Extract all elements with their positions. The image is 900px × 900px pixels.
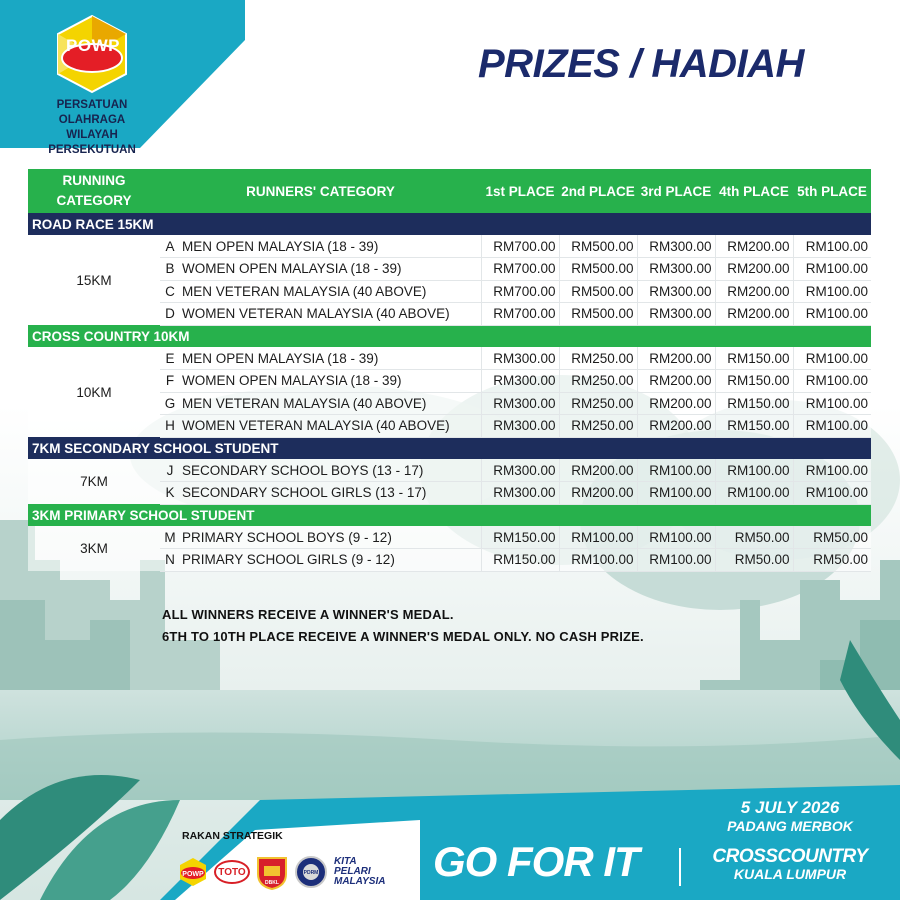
prize-amount-place-3: RM200.00 xyxy=(637,347,715,370)
prize-amount-place-4: RM100.00 xyxy=(715,482,793,505)
section-title: 3KM PRIMARY SCHOOL STUDENT xyxy=(28,504,871,526)
prize-amount-place-4: RM150.00 xyxy=(715,370,793,393)
runners-category-cell: WOMEN VETERAN MALAYSIA (40 ABOVE) xyxy=(180,303,481,326)
prize-amount-place-1: RM150.00 xyxy=(481,549,559,572)
distance-cell: 15KM xyxy=(28,235,160,325)
category-code: F xyxy=(160,370,180,393)
distance-cell: 3KM xyxy=(28,526,160,571)
header-runners-category: RUNNERS' CATEGORY xyxy=(160,169,481,213)
distance-cell: 7KM xyxy=(28,459,160,504)
org-name-line1: PERSATUAN OLAHRAGA xyxy=(56,99,128,126)
category-code: A xyxy=(160,235,180,258)
prize-amount-place-4: RM150.00 xyxy=(715,392,793,415)
powp-small-icon xyxy=(178,857,208,887)
partner-logo-toto xyxy=(214,852,250,892)
header-5th-place: 5th PLACE xyxy=(793,169,871,213)
runners-category-cell: SECONDARY SCHOOL GIRLS (13 - 17) xyxy=(180,482,481,505)
prize-amount-place-5: RM100.00 xyxy=(793,235,871,258)
organization-name xyxy=(22,98,162,158)
prize-amount-place-4: RM200.00 xyxy=(715,258,793,281)
partner-logos xyxy=(178,850,386,894)
event-city: KUALA LUMPUR xyxy=(733,866,847,882)
table-row xyxy=(28,459,871,482)
prize-amount-place-5: RM100.00 xyxy=(793,303,871,326)
section-header-row xyxy=(28,213,871,235)
prize-amount-place-2: RM100.00 xyxy=(559,526,637,549)
prize-amount-place-1: RM700.00 xyxy=(481,280,559,303)
header-running-line1: RUNNING xyxy=(62,173,126,188)
prize-amount-place-4: RM200.00 xyxy=(715,235,793,258)
prize-amount-place-3: RM200.00 xyxy=(637,370,715,393)
prize-amount-place-2: RM500.00 xyxy=(559,280,637,303)
header-3rd-place: 3rd PLACE xyxy=(637,169,715,213)
header-2nd-place: 2nd PLACE xyxy=(559,169,637,213)
runners-category-cell: MEN VETERAN MALAYSIA (40 ABOVE) xyxy=(180,280,481,303)
partner-logo-dbkl xyxy=(256,852,288,892)
prize-amount-place-4: RM150.00 xyxy=(715,415,793,438)
prize-amount-place-2: RM500.00 xyxy=(559,258,637,281)
prize-amount-place-4: RM200.00 xyxy=(715,303,793,326)
prize-amount-place-5: RM50.00 xyxy=(793,549,871,572)
prize-amount-place-1: RM700.00 xyxy=(481,303,559,326)
section-header-row xyxy=(28,325,871,347)
partner-logo-powp-text: POWP xyxy=(182,871,204,878)
prize-amount-place-4: RM50.00 xyxy=(715,549,793,572)
partner-logo-pdrm-text: PDRM xyxy=(303,870,319,876)
prize-amount-place-4: RM150.00 xyxy=(715,347,793,370)
header-running-line2: CATEGORY xyxy=(56,193,132,208)
prize-amount-place-2: RM200.00 xyxy=(559,459,637,482)
prize-amount-place-1: RM300.00 xyxy=(481,392,559,415)
prize-amount-place-5: RM50.00 xyxy=(793,526,871,549)
prize-amount-place-1: RM300.00 xyxy=(481,415,559,438)
table-row xyxy=(28,526,871,549)
prize-amount-place-5: RM100.00 xyxy=(793,415,871,438)
prize-amount-place-5: RM100.00 xyxy=(793,258,871,281)
category-code: G xyxy=(160,392,180,415)
prize-notes xyxy=(162,604,644,648)
category-code: C xyxy=(160,280,180,303)
prize-amount-place-3: RM300.00 xyxy=(637,280,715,303)
runners-category-cell: WOMEN OPEN MALAYSIA (18 - 39) xyxy=(180,258,481,281)
prize-amount-place-1: RM300.00 xyxy=(481,482,559,505)
partners-label: RAKAN STRATEGIK xyxy=(182,830,283,842)
note-line2: 6TH TO 10TH PLACE RECEIVE A WINNER'S MEDAL ONLY. NO CASH PRIZE. xyxy=(162,629,644,644)
runners-category-cell: PRIMARY SCHOOL GIRLS (9 - 12) xyxy=(180,549,481,572)
prize-amount-place-3: RM300.00 xyxy=(637,235,715,258)
category-code: H xyxy=(160,415,180,438)
runners-category-cell: WOMEN OPEN MALAYSIA (18 - 39) xyxy=(180,370,481,393)
partner-logo-powp xyxy=(178,852,208,892)
table-header-row xyxy=(28,169,871,213)
prize-amount-place-1: RM700.00 xyxy=(481,235,559,258)
prize-amount-place-4: RM200.00 xyxy=(715,280,793,303)
runners-category-cell: MEN VETERAN MALAYSIA (40 ABOVE) xyxy=(180,392,481,415)
prize-amount-place-1: RM150.00 xyxy=(481,526,559,549)
category-code: D xyxy=(160,303,180,326)
distance-cell: 10KM xyxy=(28,347,160,437)
dbkl-crest-icon xyxy=(256,854,288,890)
event-date: 5 JULY 2026 xyxy=(740,798,840,817)
prize-amount-place-2: RM500.00 xyxy=(559,235,637,258)
partner-logo-kita-pelari xyxy=(334,852,386,892)
section-title: CROSS COUNTRY 10KM xyxy=(28,325,871,347)
prize-amount-place-1: RM700.00 xyxy=(481,258,559,281)
prize-table xyxy=(28,169,871,572)
partner-logo-toto-text: TOTO xyxy=(214,860,250,884)
prize-amount-place-2: RM100.00 xyxy=(559,549,637,572)
prize-amount-place-2: RM250.00 xyxy=(559,370,637,393)
section-header-row xyxy=(28,437,871,459)
category-code: B xyxy=(160,258,180,281)
prize-amount-place-3: RM100.00 xyxy=(637,549,715,572)
runners-category-cell: MEN OPEN MALAYSIA (18 - 39) xyxy=(180,347,481,370)
slogan: GO FOR IT xyxy=(433,838,639,885)
pdrm-badge-icon xyxy=(294,855,328,889)
prize-amount-place-5: RM100.00 xyxy=(793,280,871,303)
prize-amount-place-3: RM300.00 xyxy=(637,303,715,326)
note-line1: ALL WINNERS RECEIVE A WINNER'S MEDAL. xyxy=(162,607,454,622)
runners-category-cell: SECONDARY SCHOOL BOYS (13 - 17) xyxy=(180,459,481,482)
prize-amount-place-3: RM100.00 xyxy=(637,482,715,505)
org-name-line2: WILAYAH PERSEKUTUAN xyxy=(48,129,136,156)
runners-category-cell: MEN OPEN MALAYSIA (18 - 39) xyxy=(180,235,481,258)
category-code: M xyxy=(160,526,180,549)
category-code: K xyxy=(160,482,180,505)
header-running-category xyxy=(28,169,160,213)
prize-amount-place-3: RM200.00 xyxy=(637,415,715,438)
prize-amount-place-5: RM100.00 xyxy=(793,482,871,505)
footer-divider xyxy=(679,848,681,886)
partner-logo-kita-text: KITA PELARI MALAYSIA xyxy=(334,856,386,887)
section-title: ROAD RACE 15KM xyxy=(28,213,871,235)
prize-amount-place-5: RM100.00 xyxy=(793,370,871,393)
prize-amount-place-3: RM100.00 xyxy=(637,526,715,549)
prize-amount-place-2: RM250.00 xyxy=(559,415,637,438)
runners-category-cell: PRIMARY SCHOOL BOYS (9 - 12) xyxy=(180,526,481,549)
prize-amount-place-5: RM100.00 xyxy=(793,459,871,482)
prize-amount-place-3: RM100.00 xyxy=(637,459,715,482)
header-4th-place: 4th PLACE xyxy=(715,169,793,213)
header-1st-place: 1st PLACE xyxy=(481,169,559,213)
prize-amount-place-3: RM200.00 xyxy=(637,392,715,415)
section-header-row xyxy=(28,504,871,526)
section-title: 7KM SECONDARY SCHOOL STUDENT xyxy=(28,437,871,459)
category-code: J xyxy=(160,459,180,482)
event-venue: PADANG MERBOK xyxy=(727,818,853,834)
category-code: N xyxy=(160,549,180,572)
prize-amount-place-2: RM200.00 xyxy=(559,482,637,505)
prize-amount-place-5: RM100.00 xyxy=(793,347,871,370)
runners-category-cell: WOMEN VETERAN MALAYSIA (40 ABOVE) xyxy=(180,415,481,438)
table-row xyxy=(28,347,871,370)
prize-amount-place-4: RM50.00 xyxy=(715,526,793,549)
prize-amount-place-2: RM500.00 xyxy=(559,303,637,326)
table-row xyxy=(28,235,871,258)
prize-amount-place-5: RM100.00 xyxy=(793,392,871,415)
prize-amount-place-1: RM300.00 xyxy=(481,347,559,370)
prize-amount-place-2: RM250.00 xyxy=(559,347,637,370)
prize-amount-place-4: RM100.00 xyxy=(715,459,793,482)
page-title: PRIZES / HADIAH xyxy=(478,42,804,86)
prize-amount-place-3: RM300.00 xyxy=(637,258,715,281)
partner-logo-dbkl-text: DBKL xyxy=(265,880,279,886)
partner-logo-pdrm xyxy=(294,852,328,892)
prize-amount-place-1: RM300.00 xyxy=(481,459,559,482)
table-body xyxy=(28,213,871,571)
category-code: E xyxy=(160,347,180,370)
prize-amount-place-2: RM250.00 xyxy=(559,392,637,415)
prize-amount-place-1: RM300.00 xyxy=(481,370,559,393)
logo-text: POWP xyxy=(66,36,120,55)
event-name: CROSSCOUNTRY xyxy=(712,846,868,867)
